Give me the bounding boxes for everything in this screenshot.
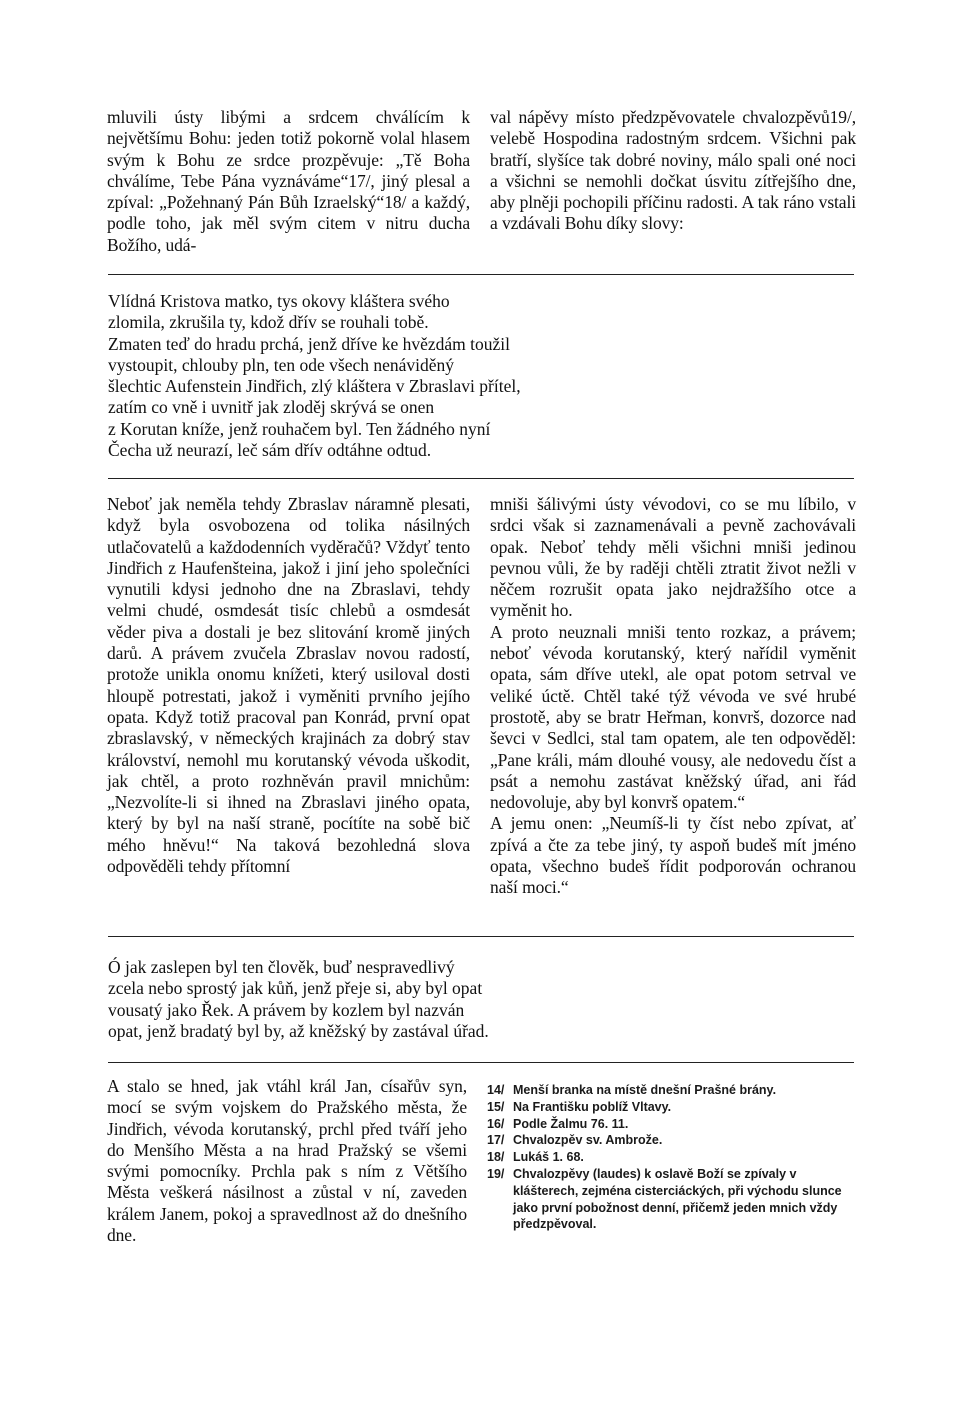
footnote-mark: 15/ [487,1099,505,1114]
section-divider [108,478,854,479]
paragraph: mluvili ústy libými a srdcem chválícím k největšímu Bohu: jeden totiž pokorně volal hlasem svým k Bohu ze srdce prozpěvuje: „Tě Boha chválíme, Tebe Pána vyznáváme“17/, jiný plesal a zpíval: „Požehnaný Pán Bůh Izraelský“18/ a každý, podle toho, jak měl svým citem v nitru ducha Božího, udá- [107,107,470,255]
footnotes [487,1082,857,1233]
verse-line: zlomila, zkrušila ty, kdož dřív se rouhali tobě. [108,312,429,333]
verse-line: vystoupit, chlouby pln, ten ode všech nenáviděný [108,354,455,375]
footnote [487,1149,857,1166]
verse-line: Zmaten teď do hradu prchá, jenž dříve ke hvězdám toužil [108,333,510,354]
verse-block-2 [108,957,848,1042]
section-divider [108,274,854,275]
footnote-text: Menší branka na místě dnešní Prašné brány. [513,1083,777,1097]
paragraph: Neboť jak neměla tehdy Zbraslav náramně plesati, když byla osvobozena od tolika násilných utlačovatelů a každodenních vyděračů? Vždyť tento Jindřich z Haufenšteina, jakož i jiní jeho společníci vynutili kdysi jednoho dne na Zbraslavi, tehdy velmi chudé, osmdesát tisíc chlebů a osmdesát věder piva a dostali je bez slitování kromě jiných darů. A právem zvučela Zbraslav novou radostí, protože unikla onomu knížeti, který usiloval dosti hloupě potrestati, jakož i vyměniti prvního jejího opata. Když totiž pracoval pan Konrád, první opat zbraslavský, v německých krajinách za dobrý stav království, nemohl mu korutanský vévoda uškodit, jak chtěl, a proto rozhněván pravil mnichům: „Nezvolíte-li si ihned na Zbraslavi jiného opata, který by byl na naší straně, pocítíte na sobě bič mého hněvu!“ Na taková bezohledná slova odpověděli tehdy přítomní [107,494,470,877]
footnote-text: Chvalozpěvy (laudes) k oslavě Boží se zpívaly v klášterech, zejména cisterciáckých, při východu slunce jako první pobožnost denní, přičemž jeden mnich vždy předzpěvoval. [513,1166,842,1232]
middle-left-column [107,494,470,877]
verse-line: zatím co vně i uvnitř jak zloděj skrývá se onen [108,397,435,418]
section-divider [108,1062,854,1063]
verse-line: zcela nebo sprostý jak kůň, jenž přeje si, aby byl opat [108,978,483,999]
top-right-column [490,107,856,235]
footnote [487,1082,857,1099]
verse-line: Ó jak zaslepen byl ten člověk, buď nespravedlivý [108,957,455,977]
verse-block-1 [108,291,848,461]
verse-line: šlechtic Aufenstein Jindřich, zlý kláštera v Zbraslavi přítel, [108,376,521,397]
paragraph: A stalo se hned, jak vtáhl král Jan, císařův syn, mocí se svým vojskem do Pražského města, že Jindřich, vévoda korutanský, prchl před tváří jeho do Menšího Města a na hrad Pražský se všemi svými pomocníky. Prchla pak s ním z Většího Města veškerá násilnost a zůstal v ní, zaveden králem Janem, pokoj a spravedlnost až do dnešního dne. [107,1076,467,1246]
footnote-text: Lukáš 1. 68. [513,1150,584,1165]
footnote-mark: 16/ [487,1116,505,1131]
footnote [487,1099,857,1116]
verse-line: Vlídná Kristova matko, tys okovy kláštera svého [108,291,450,311]
footnote-mark: 17/ [487,1133,505,1148]
paragraph: A proto neuznali mniši tento rozkaz, a právem; neboť vévoda korutanský, který nařídil vyměnit opata, sám dříve utekl, ale opat potom setrval ve veliké úctě. Chtěl také týž vévoda ve své hrubé prostotě, aby se bratr Heřman, konvrš, dozorce nad ševci v Sedlci, stal tam opatem, ale ten odpověděl: „Pane králi, mám dlouhé vousy, ale nedovedu číst a psát a nemohu zastávat kněžský úřad, ani řád nedovoluje, aby byl konvrš opatem.“ [490,621,856,813]
footnote [487,1116,857,1133]
verse-line: vousatý jako Řek. A právem by kozlem byl nazván [108,999,465,1020]
footnote-mark: 14/ [487,1083,505,1097]
top-left-column [107,107,470,256]
footnote-text: Chvalozpěv sv. Ambrože. [513,1133,663,1148]
verse-line: Čecha už neurazí, leč sám dřív odtáhne odtud. [108,440,432,461]
footnote [487,1166,857,1233]
footnote-mark: 19/ [487,1166,505,1181]
paragraph: mniši šálivými ústy vévodovi, co se mu líbilo, v srdci však si zaznamenávali a pevně zachovávali opak. Neboť tehdy měli všichni mniši jedinou pevnou vůli, že by raději chtěli ztratit život nežli v něčem rozrušit opata jako nejdražšího otce a vyměnit ho. [490,494,856,621]
footnote-text: Na Františku poblíž Vltavy. [513,1099,672,1114]
middle-right-column [490,494,856,899]
verse-line: z Korutan kníže, jenž rouhačem byl. Ten žádného nyní [108,418,491,439]
section-divider [108,936,854,937]
paragraph: A jemu onen: „Neumíš-li ty číst nebo zpívat, ať zpívá a čte za tebe jiný, ty aspoň budeš mít jméno opata, všechno budeš řídit podporován ochranou naší moci.“ [490,813,856,898]
verse-line: opat, jenž bradatý byl by, až kněžský by zastával úřad. [108,1020,489,1041]
footnote-text: Podle Žalmu 76. 11. [513,1116,629,1131]
footnote-mark: 18/ [487,1150,505,1165]
paragraph: val nápěvy místo předzpěvovatele chvalozpěvů19/, velebě Hospodina radostným srdcem. Všichni pak bratří, slyšíce tak dobré noviny, málo spali oné noci a všichni se nemohli dočkat úsvitu zítřejšího dne, aby plněji pochopili příčinu radosti. A tak ráno vstali a vzdávali Bohu díky slovy: [490,107,856,234]
bottom-left-column [107,1076,467,1246]
footnote [487,1132,857,1149]
